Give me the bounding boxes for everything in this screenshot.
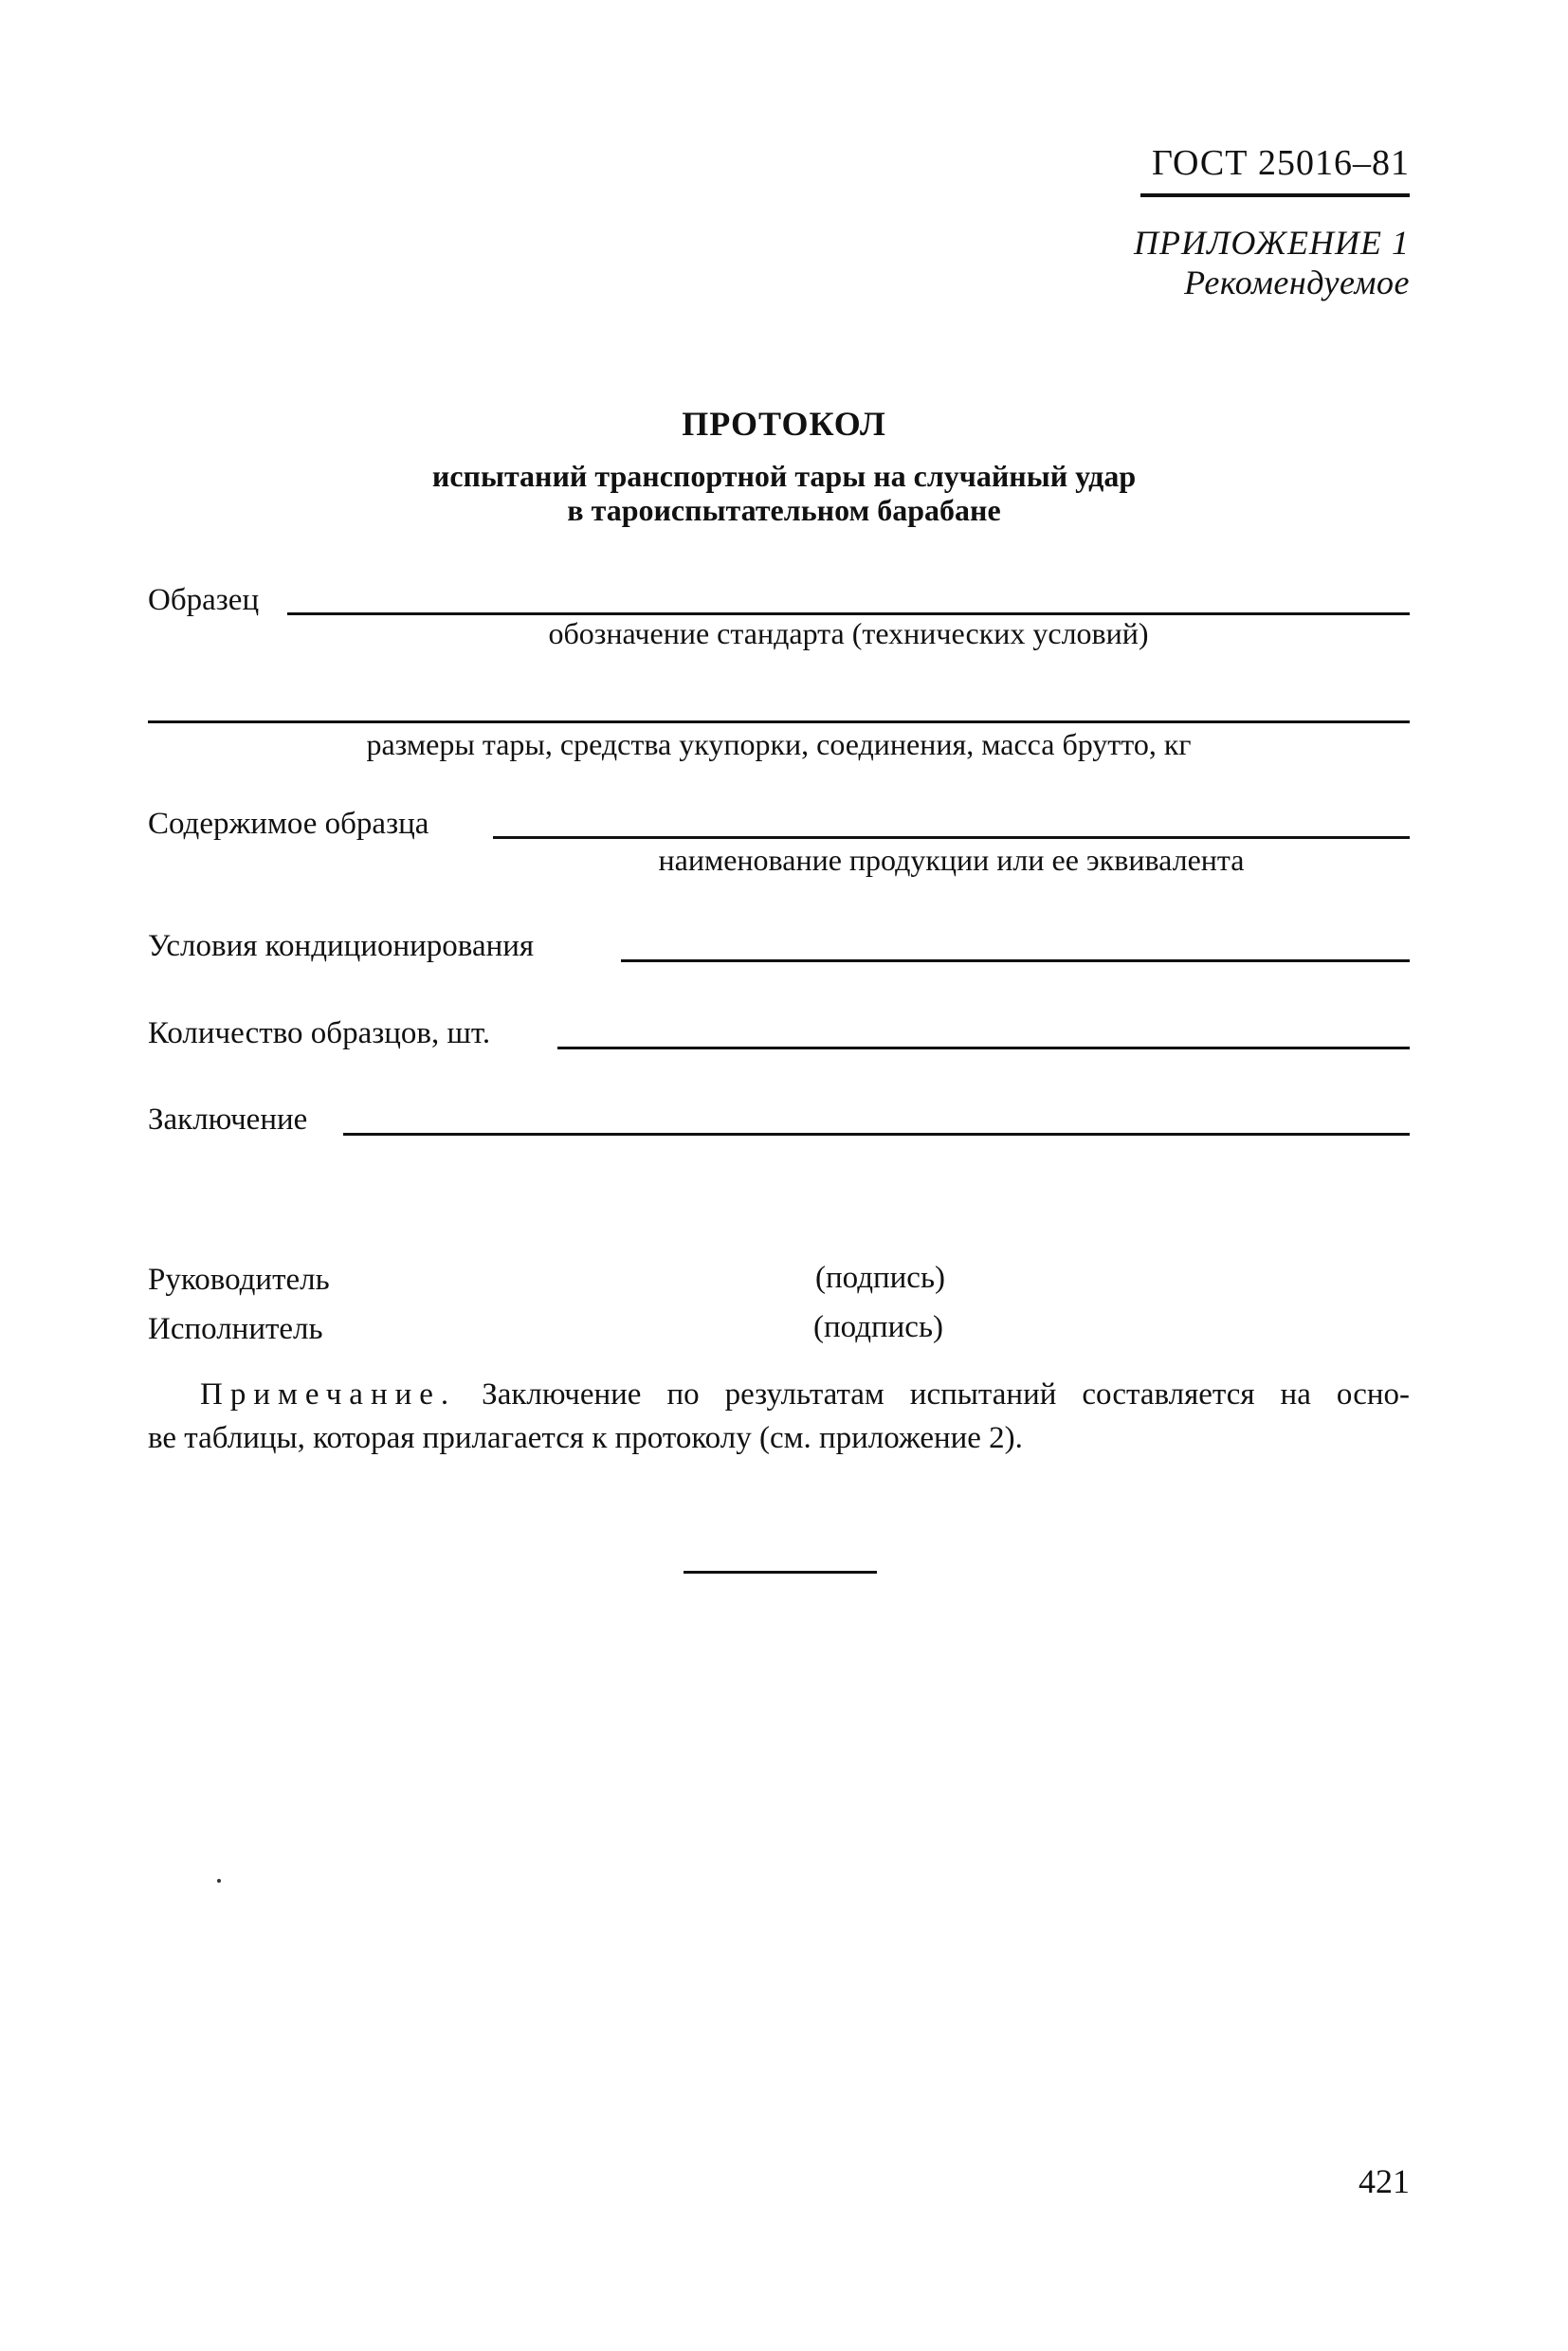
- document-code-underline: [1140, 193, 1410, 197]
- conclusion-input-line[interactable]: [343, 1133, 1410, 1136]
- protocol-title: ПРОТОКОЛ: [682, 405, 886, 443]
- contents-label: Содержимое образца: [148, 807, 429, 841]
- appendix-label: ПРИЛОЖЕНИЕ 1: [1134, 224, 1410, 262]
- appendix-status: Рекомендуемое: [1184, 264, 1410, 301]
- note-line-2: ве таблицы, которая прилагается к протоколу (см. приложение 2).: [148, 1421, 1023, 1455]
- sample-input-line[interactable]: [287, 612, 1410, 615]
- document-code: ГОСТ 25016–81: [1152, 143, 1410, 183]
- note-line1-text: Заключение по результатам испытаний составляется на осно-: [482, 1377, 1410, 1412]
- contents-input-line[interactable]: [493, 836, 1410, 839]
- dimensions-input-line[interactable]: [148, 720, 1410, 723]
- protocol-subtitle-line2: в тароиспытательном барабане: [567, 493, 1001, 527]
- quantity-input-line[interactable]: [557, 1047, 1410, 1049]
- quantity-label: Количество образцов, шт.: [148, 1016, 491, 1050]
- conclusion-label: Заключение: [148, 1103, 308, 1137]
- page-number: 421: [1358, 2162, 1410, 2200]
- sample-label: Образец: [148, 583, 260, 617]
- note-paragraph: [148, 1373, 1410, 1460]
- note-label: Примечание.: [200, 1377, 457, 1412]
- head-label: Руководитель: [148, 1263, 330, 1297]
- conditioning-input-line[interactable]: [621, 959, 1410, 962]
- dimensions-caption: размеры тары, средства укупорки, соединения, масса брутто, кг: [366, 727, 1192, 761]
- end-divider: [684, 1571, 877, 1574]
- executor-signature-hint: (подпись): [813, 1310, 943, 1344]
- conditioning-label: Условия кондиционирования: [148, 929, 535, 963]
- contents-caption: наименование продукции или ее эквивалента: [658, 843, 1245, 877]
- protocol-subtitle-line1: испытаний транспортной тары на случайный удар: [431, 459, 1137, 493]
- executor-label: Исполнитель: [148, 1312, 323, 1346]
- note-line-1: [148, 1373, 1410, 1416]
- sample-caption: обозначение стандарта (технических условий): [548, 616, 1149, 650]
- scan-dot: [217, 1879, 221, 1883]
- head-signature-hint: (подпись): [815, 1261, 945, 1295]
